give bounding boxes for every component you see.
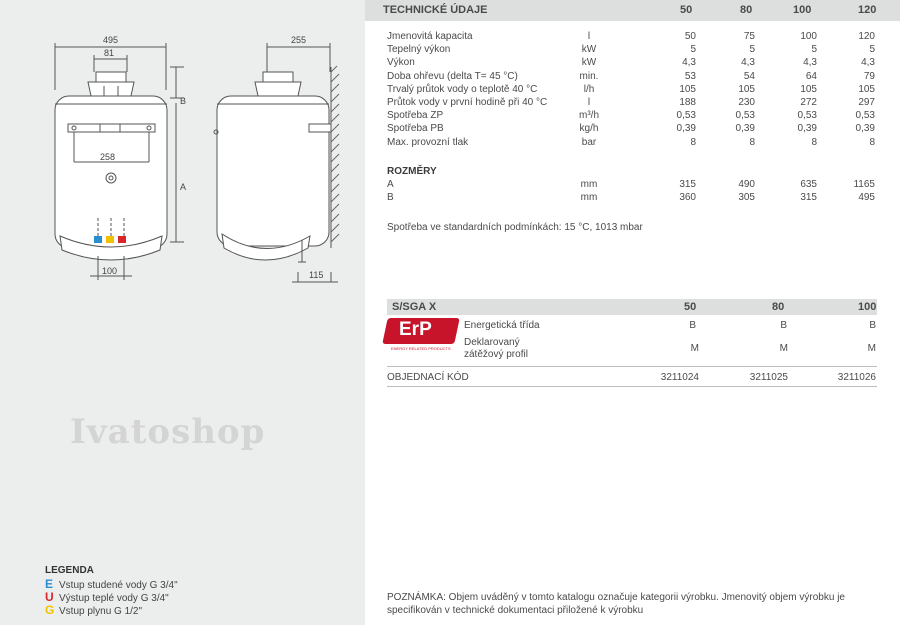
row-value: 0,39 <box>735 123 755 135</box>
row-label: Trvalý průtok vody o teplotě 40 °C <box>387 83 538 95</box>
row-unit: kg/h <box>579 123 599 135</box>
row-label: A <box>387 179 394 190</box>
dimensions-title: ROZMĚRY <box>387 166 437 177</box>
row-value: 315 <box>800 192 817 203</box>
row-value: 64 <box>805 70 817 82</box>
row-value: 79 <box>863 70 875 82</box>
sga-model-80: 80 <box>772 301 785 313</box>
row-value: 105 <box>800 83 817 95</box>
wall-hatching <box>331 66 339 242</box>
row-label: Doba ohřevu (delta T= 45 °C) <box>387 70 518 82</box>
side-view <box>214 43 338 282</box>
row-value: 635 <box>800 179 817 190</box>
row-label: Spotřeba PB <box>387 123 444 135</box>
legend-title: LEGENDA <box>45 565 94 576</box>
row-value: 100 <box>800 31 817 42</box>
watermark: Ivatoshop <box>70 412 266 452</box>
order-code-80: 3211025 <box>749 372 788 383</box>
legend-text: Vstup studené vody G 3/4" <box>59 580 178 591</box>
row-unit: l <box>587 31 591 42</box>
model-120: 120 <box>858 4 877 16</box>
legend-letter-e: E <box>45 577 54 591</box>
row-value: 4,3 <box>741 57 755 69</box>
row-value: 54 <box>743 70 755 82</box>
legend-item-gas <box>45 603 142 617</box>
sga-header <box>387 299 877 315</box>
dim-495: 495 <box>103 35 119 45</box>
consumption-note: Spotřeba ve standardních podmínkách: 15 °C, 1013 mbar <box>387 222 643 233</box>
row-value: 4,3 <box>803 57 817 69</box>
order-code-50: 3211024 <box>660 372 699 383</box>
drawing-panel <box>0 0 365 625</box>
sga-model-50: 50 <box>684 301 697 313</box>
row-unit: mm <box>580 179 598 190</box>
dim-258: 258 <box>100 152 116 162</box>
legend-letter-u: U <box>45 590 54 604</box>
dim-A: A <box>180 182 187 192</box>
row-unit: kW <box>581 44 597 56</box>
profile-100: M <box>867 343 876 354</box>
legend-text: Výstup teplé vody G 3/4" <box>59 593 169 604</box>
row-value: 0,39 <box>676 123 696 135</box>
row-unit: l <box>587 97 591 108</box>
energy-class-80: B <box>780 320 787 331</box>
row-value: 0,39 <box>797 123 817 135</box>
note-line-1: POZNÁMKA: Objem uváděný v tomto katalogu označuje kategorii výrobku. Jmenovitý objem výrobku je <box>387 592 845 603</box>
dim-100: 100 <box>102 266 118 276</box>
row-value: 360 <box>679 192 696 203</box>
energy-class-50: B <box>689 320 696 331</box>
dim-81: 81 <box>104 48 115 58</box>
row-value: 105 <box>738 83 755 95</box>
row-value: 5 <box>811 44 817 56</box>
row-label: Spotřeba ZP <box>387 110 444 122</box>
row-value: 230 <box>738 97 755 108</box>
energy-class-100: B <box>869 320 876 331</box>
sga-title: S/SGA X <box>392 301 437 313</box>
row-value: 75 <box>743 31 755 42</box>
erp-logo-text: ErP <box>399 319 432 340</box>
order-code-label: OBJEDNACÍ KÓD <box>387 372 469 383</box>
erp-subtext: ENERGY RELATED PRODUCTS <box>391 346 451 351</box>
row-unit: l/h <box>583 83 595 95</box>
row-value: 120 <box>858 31 875 42</box>
row-value: 5 <box>690 44 696 56</box>
row-value: 4,3 <box>861 57 875 69</box>
erp-logo <box>385 318 457 352</box>
technical-header <box>365 0 900 21</box>
dim-255: 255 <box>291 35 307 45</box>
legend-item-hot-water <box>45 590 169 604</box>
technical-drawing <box>0 0 365 300</box>
row-label: Tepelný výkon <box>387 44 451 56</box>
legend-item-cold-water <box>45 577 178 591</box>
profile-label-1: Deklarovaný <box>464 337 520 348</box>
legend-text: Vstup plynu G 1/2" <box>59 606 143 617</box>
model-50: 50 <box>680 4 693 16</box>
row-value: 8 <box>811 136 817 148</box>
row-value: 495 <box>858 192 875 203</box>
energy-class-label: Energetická třída <box>464 320 540 331</box>
row-value: 4,3 <box>682 57 696 69</box>
divider-top <box>387 366 877 367</box>
row-value: 8 <box>869 136 875 148</box>
row-label: Výkon <box>387 57 415 69</box>
row-value: 8 <box>749 136 755 148</box>
row-value: 105 <box>858 83 875 95</box>
row-value: 490 <box>738 179 755 190</box>
note-line-2: specifikován v technické dokumentaci přiložené k výrobku <box>387 605 644 616</box>
row-unit: kW <box>581 57 597 69</box>
order-code-100: 3211026 <box>837 372 876 383</box>
row-label: Max. provozní tlak <box>387 136 469 148</box>
technical-title: TECHNICKÉ ÚDAJE <box>383 4 488 16</box>
row-value: 297 <box>858 97 875 108</box>
row-value: 5 <box>749 44 755 56</box>
dim-B: B <box>180 96 187 106</box>
row-unit: m³/h <box>579 110 599 122</box>
divider-bottom <box>387 386 877 387</box>
row-unit: bar <box>581 136 597 148</box>
row-value: 0,53 <box>797 110 817 122</box>
sga-model-100: 100 <box>858 301 877 313</box>
row-label: B <box>387 192 394 203</box>
row-value: 53 <box>684 70 696 82</box>
row-unit: min. <box>579 70 599 82</box>
row-value: 0,53 <box>855 110 875 122</box>
row-value: 0,53 <box>735 110 755 122</box>
row-label: Jmenovitá kapacita <box>387 31 473 42</box>
dim-115: 115 <box>309 270 324 280</box>
profile-50: M <box>690 343 699 354</box>
row-label: Průtok vody v první hodině při 40 °C <box>387 97 548 108</box>
row-unit: mm <box>580 192 598 203</box>
row-value: 5 <box>869 44 875 56</box>
model-100: 100 <box>793 4 812 16</box>
legend-letter-g: G <box>45 603 55 617</box>
row-value: 0,53 <box>676 110 696 122</box>
profile-80: M <box>779 343 788 354</box>
row-value: 315 <box>679 179 696 190</box>
profile-label-2: zátěžový profil <box>464 349 528 360</box>
front-view <box>55 43 187 280</box>
row-value: 50 <box>684 31 696 42</box>
row-value: 188 <box>679 97 696 108</box>
connection-markers <box>94 236 126 243</box>
row-value: 0,39 <box>855 123 875 135</box>
spec-panel <box>365 0 900 625</box>
row-value: 1165 <box>853 179 875 190</box>
row-value: 305 <box>738 192 755 203</box>
row-value: 8 <box>690 136 696 148</box>
row-value: 272 <box>800 97 817 108</box>
row-value: 105 <box>679 83 696 95</box>
model-80: 80 <box>740 4 753 16</box>
